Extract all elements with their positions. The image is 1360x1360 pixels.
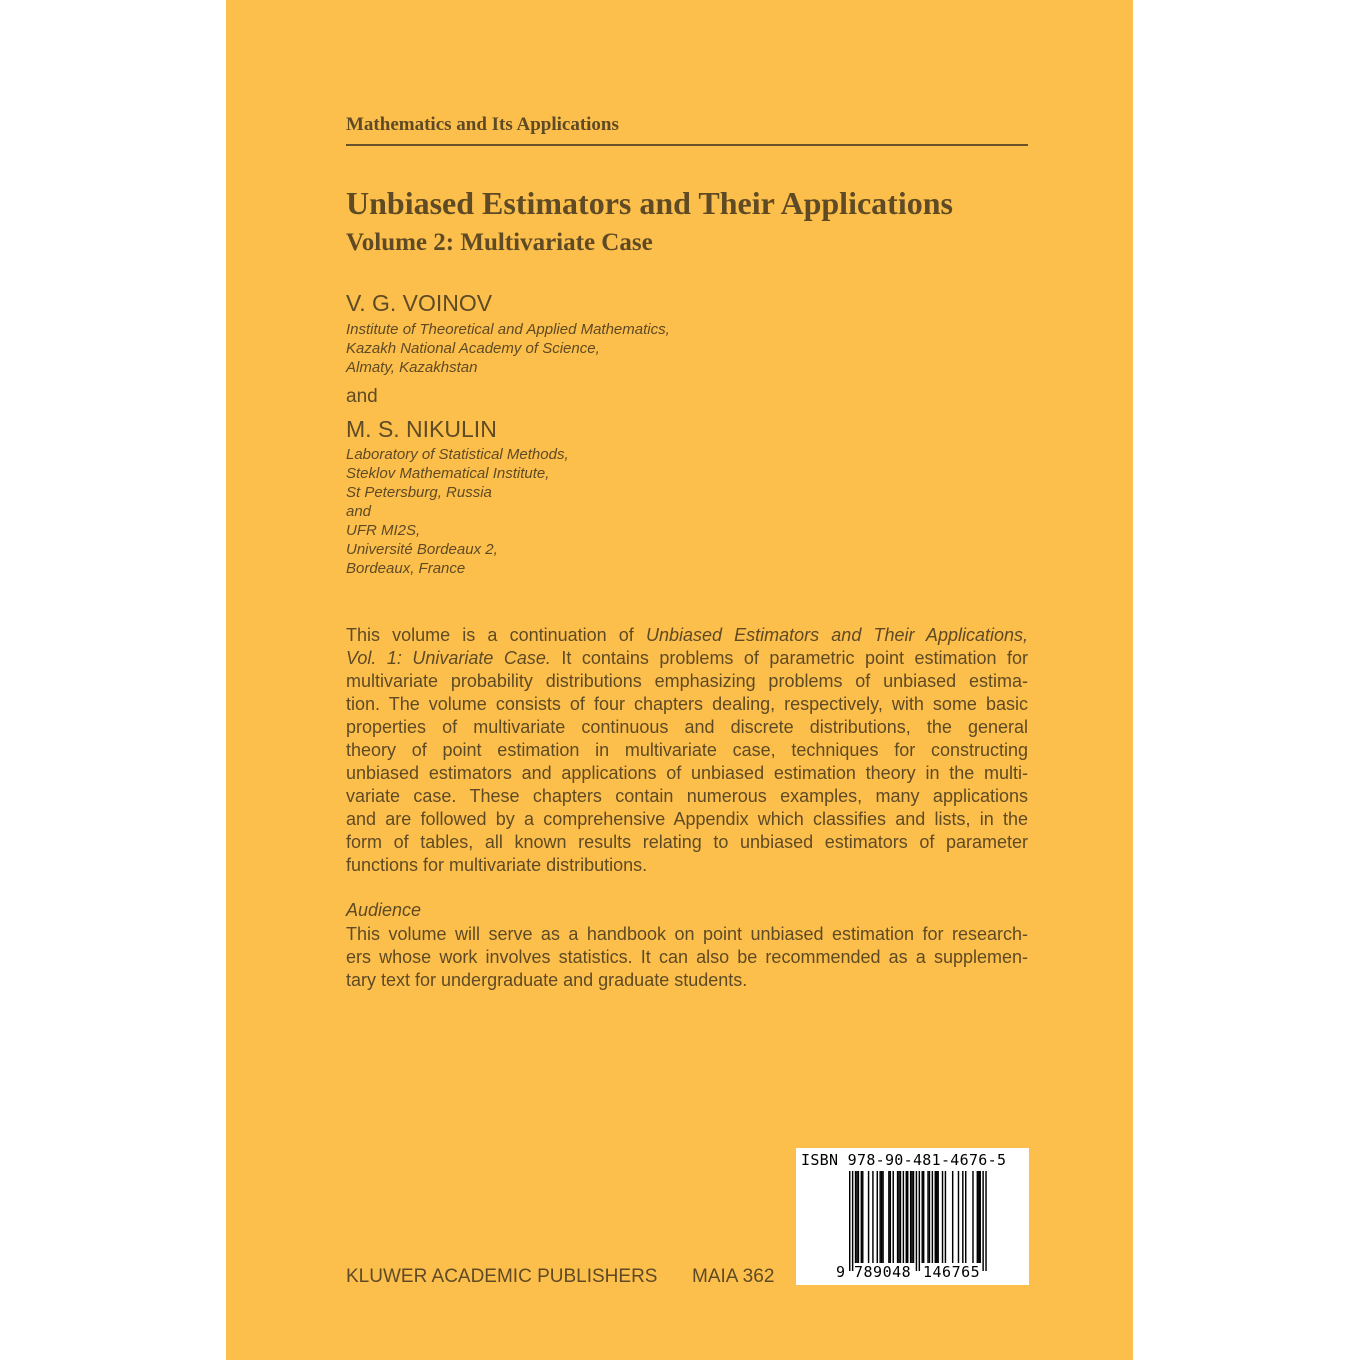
barcode-bar (893, 1171, 894, 1263)
book-back-cover (226, 0, 1133, 1360)
description-line: unbiased estimators and applications of unbiased estimation theory in the multi- (346, 763, 1028, 783)
barcode-bar (881, 1171, 882, 1263)
barcode-bar (879, 1171, 880, 1263)
affiliation-line: St Petersburg, Russia (346, 484, 492, 501)
barcode-bar (855, 1171, 856, 1263)
affiliation-line: Kazakh National Academy of Science, (346, 340, 600, 357)
barcode-digits-right: 146765 (923, 1263, 981, 1281)
affiliation-line: Steklov Mathematical Institute, (346, 465, 550, 482)
author-affiliation-1 (346, 320, 670, 377)
audience-line: ers whose work involves statistics. It can also be recommended as a supplemen- (346, 947, 1028, 967)
barcode-bar (942, 1171, 943, 1263)
barcode-bar (898, 1171, 899, 1263)
barcode-bar (945, 1171, 946, 1263)
barcode-bar (919, 1171, 920, 1271)
description-line: tion. The volume consists of four chapters dealing, respectively, with some basic (346, 694, 1028, 714)
barcode-bars (796, 1148, 1029, 1285)
publisher-name: KLUWER ACADEMIC PUBLISHERS (346, 1266, 658, 1287)
barcode-bar (952, 1171, 953, 1263)
barcode-bar (888, 1171, 889, 1263)
barcode-bar (906, 1171, 907, 1263)
affiliation-line: Almaty, Kazakhstan (346, 359, 478, 376)
barcode-digits-left: 789048 (854, 1263, 912, 1281)
description-line: theory of point estimation in multivariate case, techniques for constructing (346, 740, 1028, 760)
barcode-bar (923, 1171, 924, 1263)
barcode-bar (980, 1171, 981, 1263)
barcode-bar (922, 1171, 923, 1263)
author-conjunction: and (346, 386, 378, 407)
audience-line: This volume will serve as a handbook on point unbiased estimation for research- (346, 924, 1028, 944)
barcode-bar (977, 1171, 978, 1263)
audience-line: tary text for undergraduate and graduate students. (346, 970, 748, 990)
barcode-bar (982, 1171, 983, 1271)
barcode-bar (849, 1171, 850, 1271)
description-line (346, 624, 1028, 647)
barcode-bar (927, 1171, 928, 1263)
series-name: Mathematics and Its Applications (346, 114, 619, 135)
series-number: MAIA 362 (692, 1266, 775, 1287)
barcode-bar (978, 1171, 979, 1263)
barcode-digit-first: 9 (836, 1263, 846, 1281)
barcode-bar (965, 1171, 966, 1263)
barcode-bar (962, 1171, 963, 1263)
barcode-bar (937, 1171, 938, 1263)
barcode-bar (932, 1171, 933, 1263)
barcode-bar (929, 1171, 930, 1263)
description-line: functions for multivariate distributions. (346, 855, 648, 875)
audience-heading: Audience (346, 900, 422, 920)
affiliation-line: Institute of Theoretical and Applied Mathematics, (346, 321, 670, 338)
barcode-bar (913, 1171, 914, 1263)
description-text: It contains problems of parametric point estimation for (550, 648, 1028, 668)
barcode-bar (900, 1171, 901, 1263)
barcode-bar (856, 1171, 857, 1263)
description-line: and are followed by a comprehensive Appendix which classifies and lists, in the (346, 809, 1028, 829)
barcode-bar (935, 1171, 936, 1263)
affiliation-line: Université Bordeaux 2, (346, 541, 498, 558)
barcode-bar (877, 1171, 878, 1263)
description-line: multivariate probability distributions emphasizing problems of unbiased estima- (346, 671, 1028, 691)
affiliation-line: Laboratory of Statistical Methods, (346, 446, 569, 463)
barcode-bar (911, 1171, 912, 1263)
barcode-bar (882, 1171, 883, 1263)
description-text: This volume is a continuation of (346, 625, 646, 645)
barcode-bar (972, 1171, 973, 1263)
book-description (346, 624, 1028, 877)
barcode-bar (897, 1171, 898, 1263)
description-line: variate case. These chapters contain numerous examples, many applications (346, 786, 1028, 806)
barcode-bar (890, 1171, 891, 1263)
barcode-bar (862, 1171, 863, 1263)
barcode-bar (910, 1171, 911, 1263)
barcode-bar (903, 1171, 904, 1263)
barcode-bar (958, 1171, 959, 1263)
barcode-bar (936, 1171, 937, 1263)
barcode-bar (985, 1171, 986, 1271)
author-name-1: V. G. VOINOV (346, 290, 493, 316)
description-line: properties of multivariate continuous and discrete distributions, the general (346, 717, 1028, 737)
barcode-bar (861, 1171, 862, 1263)
barcode-bar (858, 1171, 859, 1263)
affiliation-line: UFR MI2S, (346, 522, 421, 539)
book-title: Unbiased Estimators and Their Applications (346, 185, 953, 221)
isbn-label: ISBN 978-90-481-4676-5 (801, 1151, 1007, 1169)
affiliation-line: and (346, 503, 372, 520)
description-line (346, 647, 1028, 670)
description-italic-text: Vol. 1: Univariate Case. (346, 648, 551, 668)
barcode-bar (868, 1171, 869, 1263)
affiliation-line: Bordeaux, France (346, 560, 466, 577)
audience-text (346, 923, 1028, 992)
author-name-2: M. S. NIKULIN (346, 416, 497, 442)
barcode-bar (916, 1171, 917, 1271)
description-line: form of tables, all known results relating to unbiased estimators of parameter (346, 832, 1028, 852)
series-divider (346, 144, 1028, 146)
barcode-bar (907, 1171, 908, 1263)
author-affiliation-2 (346, 445, 569, 578)
book-subtitle: Volume 2: Multivariate Case (346, 229, 653, 256)
barcode-bar (852, 1171, 853, 1271)
description-italic-text: Unbiased Estimators and Their Applications, (645, 625, 1028, 645)
barcode-bar (872, 1171, 873, 1263)
isbn-barcode (796, 1148, 1029, 1285)
